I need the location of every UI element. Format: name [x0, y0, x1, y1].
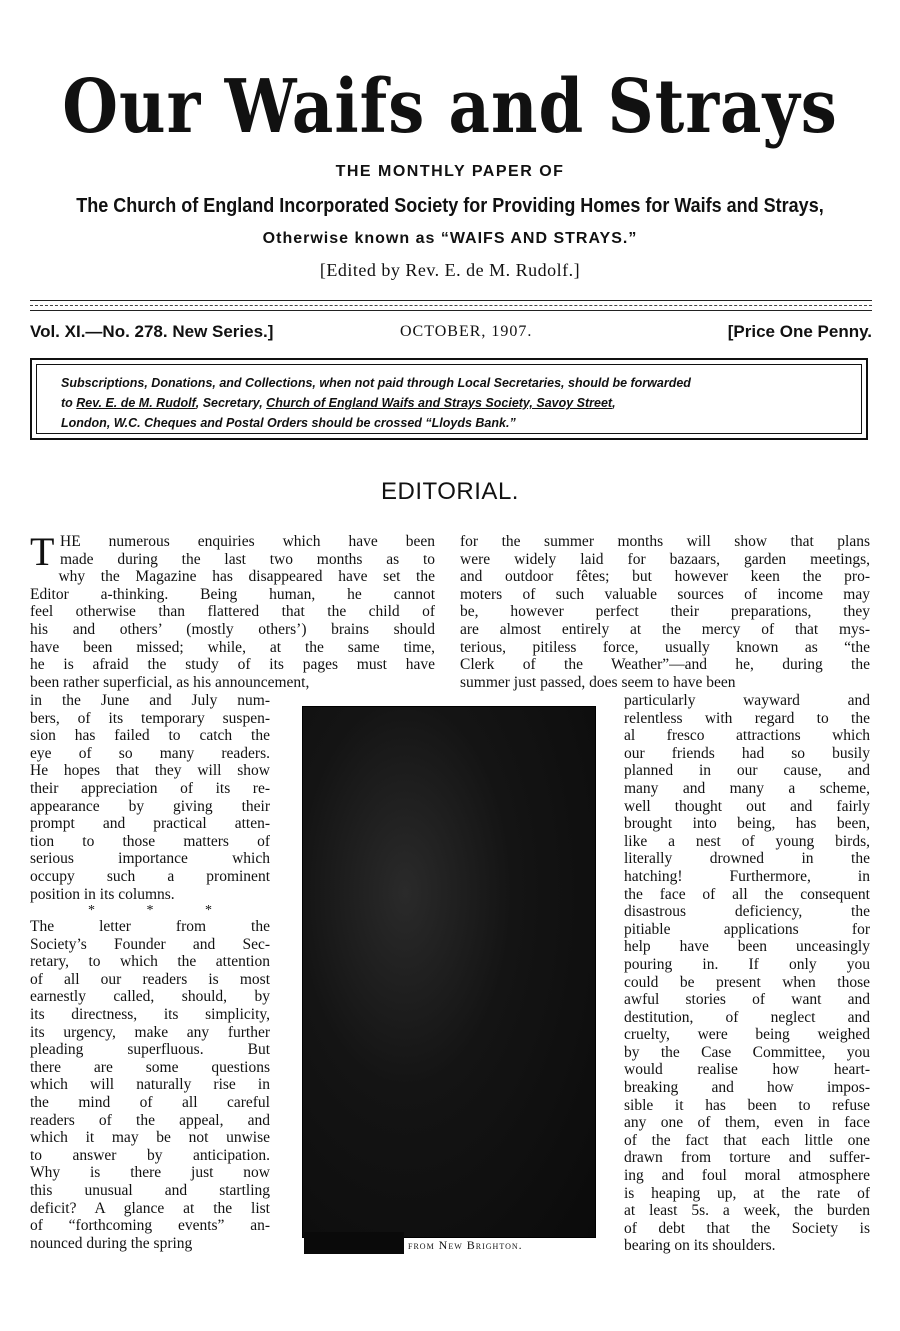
- text-line: like a nest of young birds,: [624, 832, 870, 850]
- text-line: sion has failed to catch the: [30, 727, 270, 745]
- text-line: at least 5s. a week, the burden: [624, 1202, 870, 1220]
- text-line: of all our readers is most: [30, 970, 270, 988]
- text-line: eye of so many readers.: [30, 744, 270, 762]
- column-2-top: [460, 533, 870, 691]
- text-line: drawn from torture and suffer-: [624, 1149, 870, 1167]
- notice-text: , Secretary,: [195, 396, 267, 410]
- text-line: Clerk of the Weather”—and he, during the: [460, 656, 870, 674]
- text-line: pleading superfluous. But: [30, 1041, 270, 1059]
- subscription-notice-box: [30, 358, 868, 440]
- text-line: terious, pitiless force, usually known as “the: [460, 638, 870, 656]
- text-line: bearing on its shoulders.: [624, 1237, 776, 1255]
- column-1-top: [30, 529, 435, 691]
- text-line: feel otherwise than flattered that the child of: [30, 603, 435, 621]
- text-line: breaking and how impos-: [624, 1079, 870, 1097]
- text-line: earnestly called, should, by: [30, 988, 270, 1006]
- text-line: have been missed; while, at the same time,: [30, 638, 435, 656]
- text-line: readers of the appeal, and: [30, 1111, 270, 1129]
- text-line: pitiable applications for: [624, 920, 870, 938]
- text-line: he is afraid the study of its pages must have: [30, 656, 435, 674]
- notice-line: [61, 393, 839, 413]
- text-line: moters of such valuable sources of income may: [460, 585, 870, 603]
- notice-line: Subscriptions, Donations, and Collections, when not paid through Local Secretaries, should be forwarded: [61, 376, 691, 390]
- text-line: hatching! Furthermore, in: [624, 867, 870, 885]
- notice-text: ,: [612, 396, 616, 410]
- text-line: are almost entirely at the mercy of that mys-: [460, 620, 870, 638]
- text-line: sible it has been to refuse: [624, 1096, 870, 1114]
- text-line: HE numerous enquiries which have been: [60, 533, 435, 550]
- text-line: many and many a scheme,: [624, 779, 870, 797]
- subscription-notice: [36, 364, 862, 434]
- also-known-as: Otherwise known as “WAIFS AND STRAYS.”: [262, 230, 638, 247]
- text-line: literally drowned in the: [624, 850, 870, 868]
- text-line: al fresco attractions which: [624, 727, 870, 745]
- notice-line: London, W.C. Cheques and Postal Orders should be crossed “Lloyds Bank.”: [61, 416, 516, 430]
- text-line: summer just passed, does seem to have been: [460, 673, 736, 691]
- text-line: help have been unceasingly: [624, 938, 870, 956]
- text-line: his and others’ (mostly others’) brains should: [30, 620, 435, 638]
- column-1-narrow-continued: [30, 918, 270, 1252]
- text-line: of the fact that each little one: [624, 1131, 870, 1149]
- text-line: relentless with regard to the: [624, 709, 870, 727]
- edited-by: [Edited by Rev. E. de M. Rudolf.]: [319, 260, 581, 280]
- volume-number: Vol. XI.—No. 278. New Series.]: [30, 322, 274, 341]
- text-line: retary, to which the attention: [30, 953, 270, 971]
- divider-rule: [30, 305, 872, 306]
- text-line: there are some questions: [30, 1058, 270, 1076]
- society-name: The Church of England Incorporated Society for Providing Homes for Waifs and Strays,: [76, 195, 824, 217]
- text-line: made during the last two months as to: [60, 550, 435, 568]
- text-line: cruelty, were being weighed: [624, 1026, 870, 1044]
- text-line: by the Case Committee, you: [624, 1043, 870, 1061]
- text-line: planned in our cause, and: [624, 762, 870, 780]
- text-line: ing and foul moral atmosphere: [624, 1167, 870, 1185]
- divider-rule: [30, 300, 872, 301]
- text-line: would realise how heart-: [624, 1061, 870, 1079]
- text-line: particularly wayward and: [624, 692, 870, 709]
- text-line: brought into being, has been,: [624, 815, 870, 833]
- issue-line: [30, 322, 872, 348]
- text-line: which it may be not unwise: [30, 1129, 270, 1147]
- photo-caption: from New Brighton.: [408, 1238, 523, 1252]
- text-line: Society’s Founder and Sec-: [30, 935, 270, 953]
- text-line: were widely laid for bazaars, garden meetings,: [460, 550, 870, 568]
- text-line: the face of all the consequent: [624, 885, 870, 903]
- drop-cap: T: [30, 529, 55, 574]
- text-line: deficit? A glance at the list: [30, 1199, 270, 1217]
- section-break-stars: * * *: [88, 903, 236, 918]
- subtitle: THE MONTHLY PAPER OF: [335, 163, 565, 180]
- text-line: could be present when those: [624, 973, 870, 991]
- photograph-caption-block: [304, 1232, 404, 1254]
- text-line: be, however perfect their preparations, they: [460, 603, 870, 621]
- text-line: the mind of all careful: [30, 1093, 270, 1111]
- article-heading: EDITORIAL.: [381, 478, 519, 505]
- text-line: The letter from the: [30, 918, 270, 935]
- text-line: bers, of its temporary suspen-: [30, 709, 270, 727]
- text-line: disastrous deficiency, the: [624, 903, 870, 921]
- text-line: this unusual and startling: [30, 1181, 270, 1199]
- text-line: prompt and practical atten-: [30, 815, 270, 833]
- text-line: our friends had so busily: [624, 744, 870, 762]
- text-line: why the Magazine has disappeared have set the: [58, 568, 435, 586]
- text-line: pouring in. If only you: [624, 955, 870, 973]
- text-line: appearance by giving their: [30, 797, 270, 815]
- photograph: [302, 706, 596, 1238]
- masthead-title: Our Waifs and Strays: [62, 64, 838, 151]
- text-line: He hopes that they will show: [30, 762, 270, 780]
- text-line: of debt that the Society is: [624, 1219, 870, 1237]
- text-line: in the June and July num-: [30, 692, 270, 709]
- text-line: nounced during the spring: [30, 1234, 193, 1252]
- column-1-narrow: [30, 692, 270, 903]
- text-line: Editor a-thinking. Being human, he cannot: [30, 585, 435, 603]
- text-line: serious importance which: [30, 850, 270, 868]
- notice-organisation: Church of England Waifs and Strays Society, Savoy Street: [266, 396, 613, 410]
- text-line: for the summer months will show that plans: [460, 533, 870, 550]
- text-line: occupy such a prominent: [30, 867, 270, 885]
- text-line: awful stories of want and: [624, 991, 870, 1009]
- text-line: of “forthcoming events” an-: [30, 1217, 270, 1235]
- notice-secretary-name: Rev. E. de M. Rudolf: [76, 396, 196, 410]
- text-line: is heaping up, at the rate of: [624, 1184, 870, 1202]
- text-line: to answer by anticipation.: [30, 1146, 270, 1164]
- text-line: and outdoor fêtes; but however keen the pro-: [460, 568, 870, 586]
- text-line: its directness, its simplicity,: [30, 1005, 270, 1023]
- text-line: well thought out and fairly: [624, 797, 870, 815]
- text-line: which will naturally rise in: [30, 1076, 270, 1094]
- text-line: their appreciation of its re-: [30, 779, 270, 797]
- notice-text: to: [61, 396, 77, 410]
- text-line: its urgency, make any further: [30, 1023, 270, 1041]
- divider-rule: [30, 310, 872, 311]
- text-line: Why is there just now: [30, 1164, 270, 1182]
- text-line: any one of them, even in face: [624, 1114, 870, 1132]
- text-line: destitution, of neglect and: [624, 1008, 870, 1026]
- text-line: been rather superficial, as his announcement,: [30, 673, 310, 691]
- text-line: position in its columns.: [30, 885, 175, 903]
- issue-date: OCTOBER, 1907.: [400, 323, 533, 340]
- column-2-narrow: [624, 692, 870, 1255]
- text-line: tion to those matters of: [30, 832, 270, 850]
- issue-price: [Price One Penny.: [727, 322, 872, 341]
